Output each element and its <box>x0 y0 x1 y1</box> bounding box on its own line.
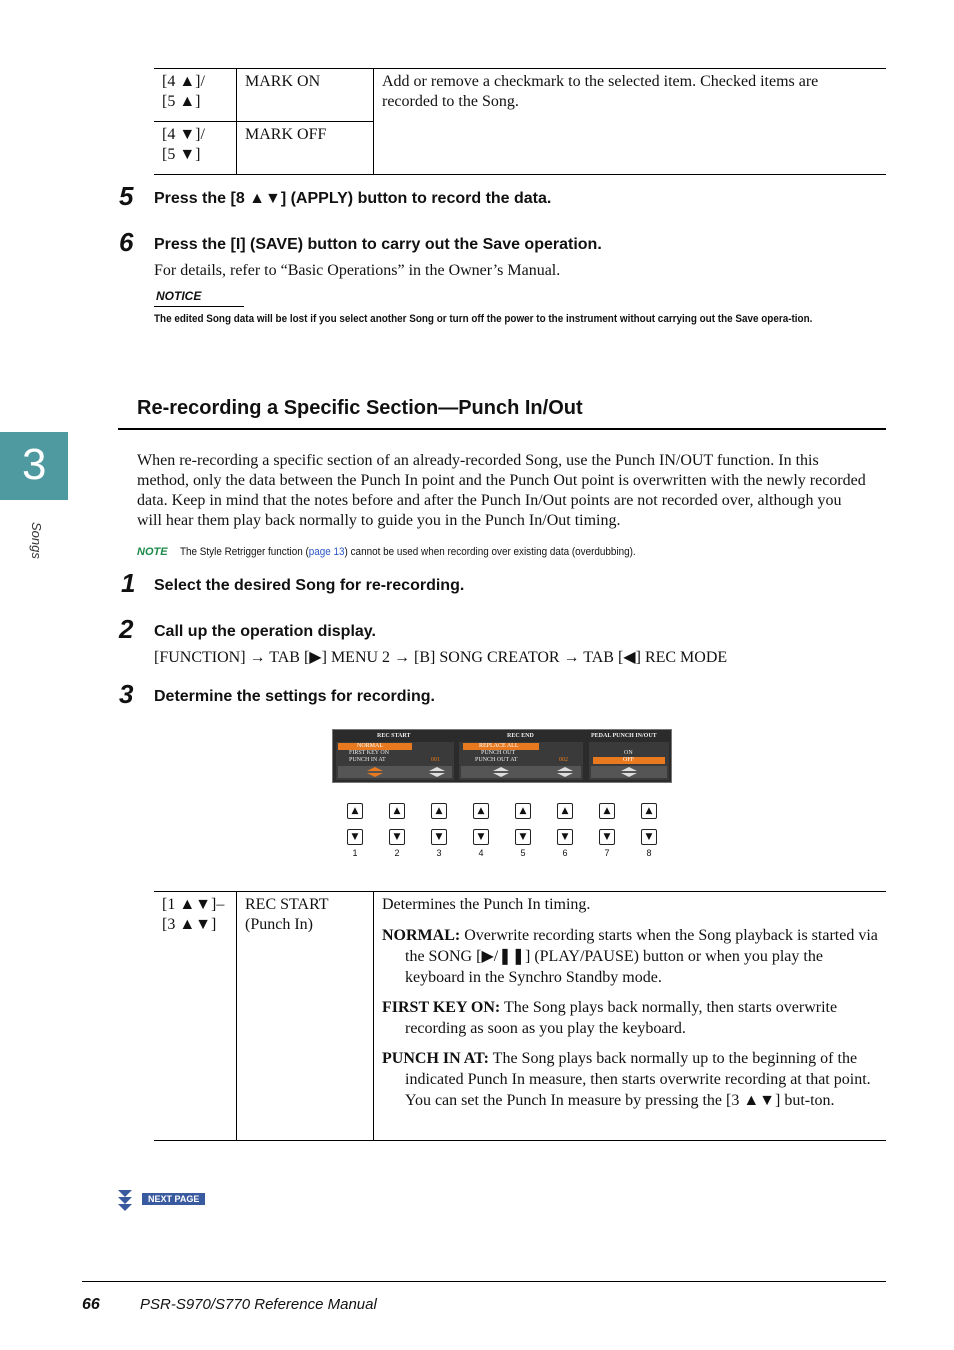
lcd-value: 002 <box>559 757 568 763</box>
step-text: Press the [8 ▲▼] (APPLY) button to record the data. <box>154 190 552 207</box>
down-button-4[interactable]: ▼ <box>473 829 489 845</box>
definition-intro: Determines the Punch In timing. <box>382 896 591 913</box>
lcd-down-arrow-icon <box>367 773 383 777</box>
definition-item: FIRST KEY ON: The Song plays back normally, then starts overwrite recording as soon as you play the keyboard. <box>382 999 838 1037</box>
button-number: 8 <box>646 848 652 858</box>
button-number: 2 <box>394 848 400 858</box>
lcd-header-rec-end: REC END <box>507 733 534 739</box>
button-number: 3 <box>436 848 442 858</box>
chapter-label: Songs <box>29 522 44 559</box>
footer-rule <box>82 1281 886 1282</box>
notice-label: NOTICE <box>156 289 202 303</box>
lcd-option: NORMAL <box>357 743 384 749</box>
step-number: 6 <box>119 227 134 257</box>
up-button-7[interactable]: ▲ <box>599 803 615 819</box>
step-number: 2 <box>119 614 134 644</box>
down-button-1[interactable]: ▼ <box>347 829 363 845</box>
lcd-display <box>332 729 672 783</box>
step-text: Call up the operation display. <box>154 623 376 640</box>
step-text: Select the desired Song for re-recording. <box>154 577 465 594</box>
lcd-up-arrow-icon <box>367 767 383 771</box>
lcd-option: FIRST KEY ON <box>349 750 390 756</box>
mark-on-button-cell: [4 ▲]/ [5 ▲] <box>154 69 237 122</box>
step-text: Determine the settings for recording. <box>154 688 435 705</box>
note-text: The Style Retrigger function (page 13) cannot be used when recording over existing data (overdubbing). <box>179 546 636 558</box>
down-button-7[interactable]: ▼ <box>599 829 615 845</box>
button-number: 6 <box>562 848 568 858</box>
definition-item: PUNCH IN AT: The Song plays back normally up to the beginning of the indicated Punch In measure, then starts overwrite recording at that point. You can set the Punch In measure by pressing the [3 ▲▼] but-ton. <box>382 1050 871 1109</box>
mark-on-name-cell: MARK ON <box>237 69 374 122</box>
double-chevron-icon <box>118 1190 134 1212</box>
notice-text: The edited Song data will be lost if you select another Song or turn off the power to the instrument without carrying out the Save opera-tion. <box>154 313 813 325</box>
step-number: 1 <box>121 568 136 598</box>
lcd-down-arrow-icon <box>557 773 573 777</box>
section-rule <box>118 428 886 430</box>
lcd-option: PUNCH OUT <box>481 750 516 756</box>
operation-path: [FUNCTION] → TAB [▶] MENU 2 → [B] SONG CREATOR → TAB [◀] REC MODE <box>154 649 728 666</box>
lcd-up-arrow-icon <box>493 767 509 771</box>
lcd-down-arrow-icon <box>429 773 445 777</box>
down-button-8[interactable]: ▼ <box>641 829 657 845</box>
step-number: 5 <box>119 181 134 211</box>
lcd-down-arrow-icon <box>493 773 509 777</box>
button-number: 7 <box>604 848 610 858</box>
page-link[interactable]: page 13 <box>308 546 345 558</box>
manual-title: PSR-S970/S770 Reference Manual <box>140 1296 377 1313</box>
section-title: Re-recording a Specific Section—Punch In/Out <box>137 397 583 419</box>
up-button-4[interactable]: ▲ <box>473 803 489 819</box>
mark-off-button-cell: [4 ▼]/ [5 ▼] <box>154 122 237 175</box>
up-button-8[interactable]: ▲ <box>641 803 657 819</box>
button-number: 1 <box>352 848 358 858</box>
lcd-option: OFF <box>623 757 635 763</box>
up-button-3[interactable]: ▲ <box>431 803 447 819</box>
rec-start-name-cell: REC START (Punch In) <box>237 892 374 1141</box>
lcd-option: REPLACE ALL <box>479 743 519 749</box>
lcd-option: PUNCH OUT AT <box>475 757 518 763</box>
rec-start-description-cell <box>374 892 887 1141</box>
mark-table <box>154 68 886 175</box>
note-line <box>137 542 686 560</box>
lcd-header-pedal: PEDAL PUNCH IN/OUT <box>591 733 657 739</box>
down-button-2[interactable]: ▼ <box>389 829 405 845</box>
note-label: NOTE <box>137 546 168 558</box>
definition-item: NORMAL: Overwrite recording starts when the Song playback is started via the SONG [▶/❚❚] (PLAY/PAUSE) button or when you play the keyboard in the Synchro Standby mode. <box>382 927 878 986</box>
next-page-label: NEXT PAGE <box>142 1193 205 1205</box>
page-number: 66 <box>82 1296 100 1313</box>
lcd-down-arrow-icon <box>621 773 637 777</box>
button-number: 4 <box>478 848 484 858</box>
lcd-value: 001 <box>431 757 440 763</box>
lcd-up-arrow-icon <box>557 767 573 771</box>
lcd-up-arrow-icon <box>621 767 637 771</box>
section-intro: When re-recording a specific section of an already-recorded Song, use the Punch IN/OUT function. In this method, only the data between the Punch In point and the Punch Out point is overwritten with the newly recorded data. Keep in mind that the notes before and after the Punch In/Out points are not recorded over, although you will hear them play back normally to guide you in the Punch In/Out timing. <box>137 452 866 529</box>
down-button-5[interactable]: ▼ <box>515 829 531 845</box>
chapter-number: 3 <box>22 440 47 489</box>
rec-start-button-cell: [1 ▲▼]– [3 ▲▼] <box>154 892 237 1141</box>
step-number: 3 <box>119 679 134 709</box>
up-button-5[interactable]: ▲ <box>515 803 531 819</box>
button-number: 5 <box>520 848 526 858</box>
lcd-up-arrow-icon <box>429 767 445 771</box>
up-button-2[interactable]: ▲ <box>389 803 405 819</box>
down-button-3[interactable]: ▼ <box>431 829 447 845</box>
lcd-option: PUNCH IN AT <box>349 757 386 763</box>
notice-rule <box>154 306 244 307</box>
up-button-6[interactable]: ▲ <box>557 803 573 819</box>
step-text: Press the [I] (SAVE) button to carry out the Save operation. <box>154 236 602 253</box>
step-detail: For details, refer to “Basic Operations” in the Owner’s Manual. <box>154 262 561 279</box>
rec-start-table <box>154 891 886 1141</box>
mark-description-cell: Add or remove a checkmark to the selected item. Checked items are recorded to the Song. <box>382 73 819 110</box>
mark-off-name-cell: MARK OFF <box>237 122 374 175</box>
up-button-1[interactable]: ▲ <box>347 803 363 819</box>
lcd-option: ON <box>624 750 633 756</box>
down-button-6[interactable]: ▼ <box>557 829 573 845</box>
lcd-header-rec-start: REC START <box>377 733 411 739</box>
chapter-tab <box>0 432 68 500</box>
